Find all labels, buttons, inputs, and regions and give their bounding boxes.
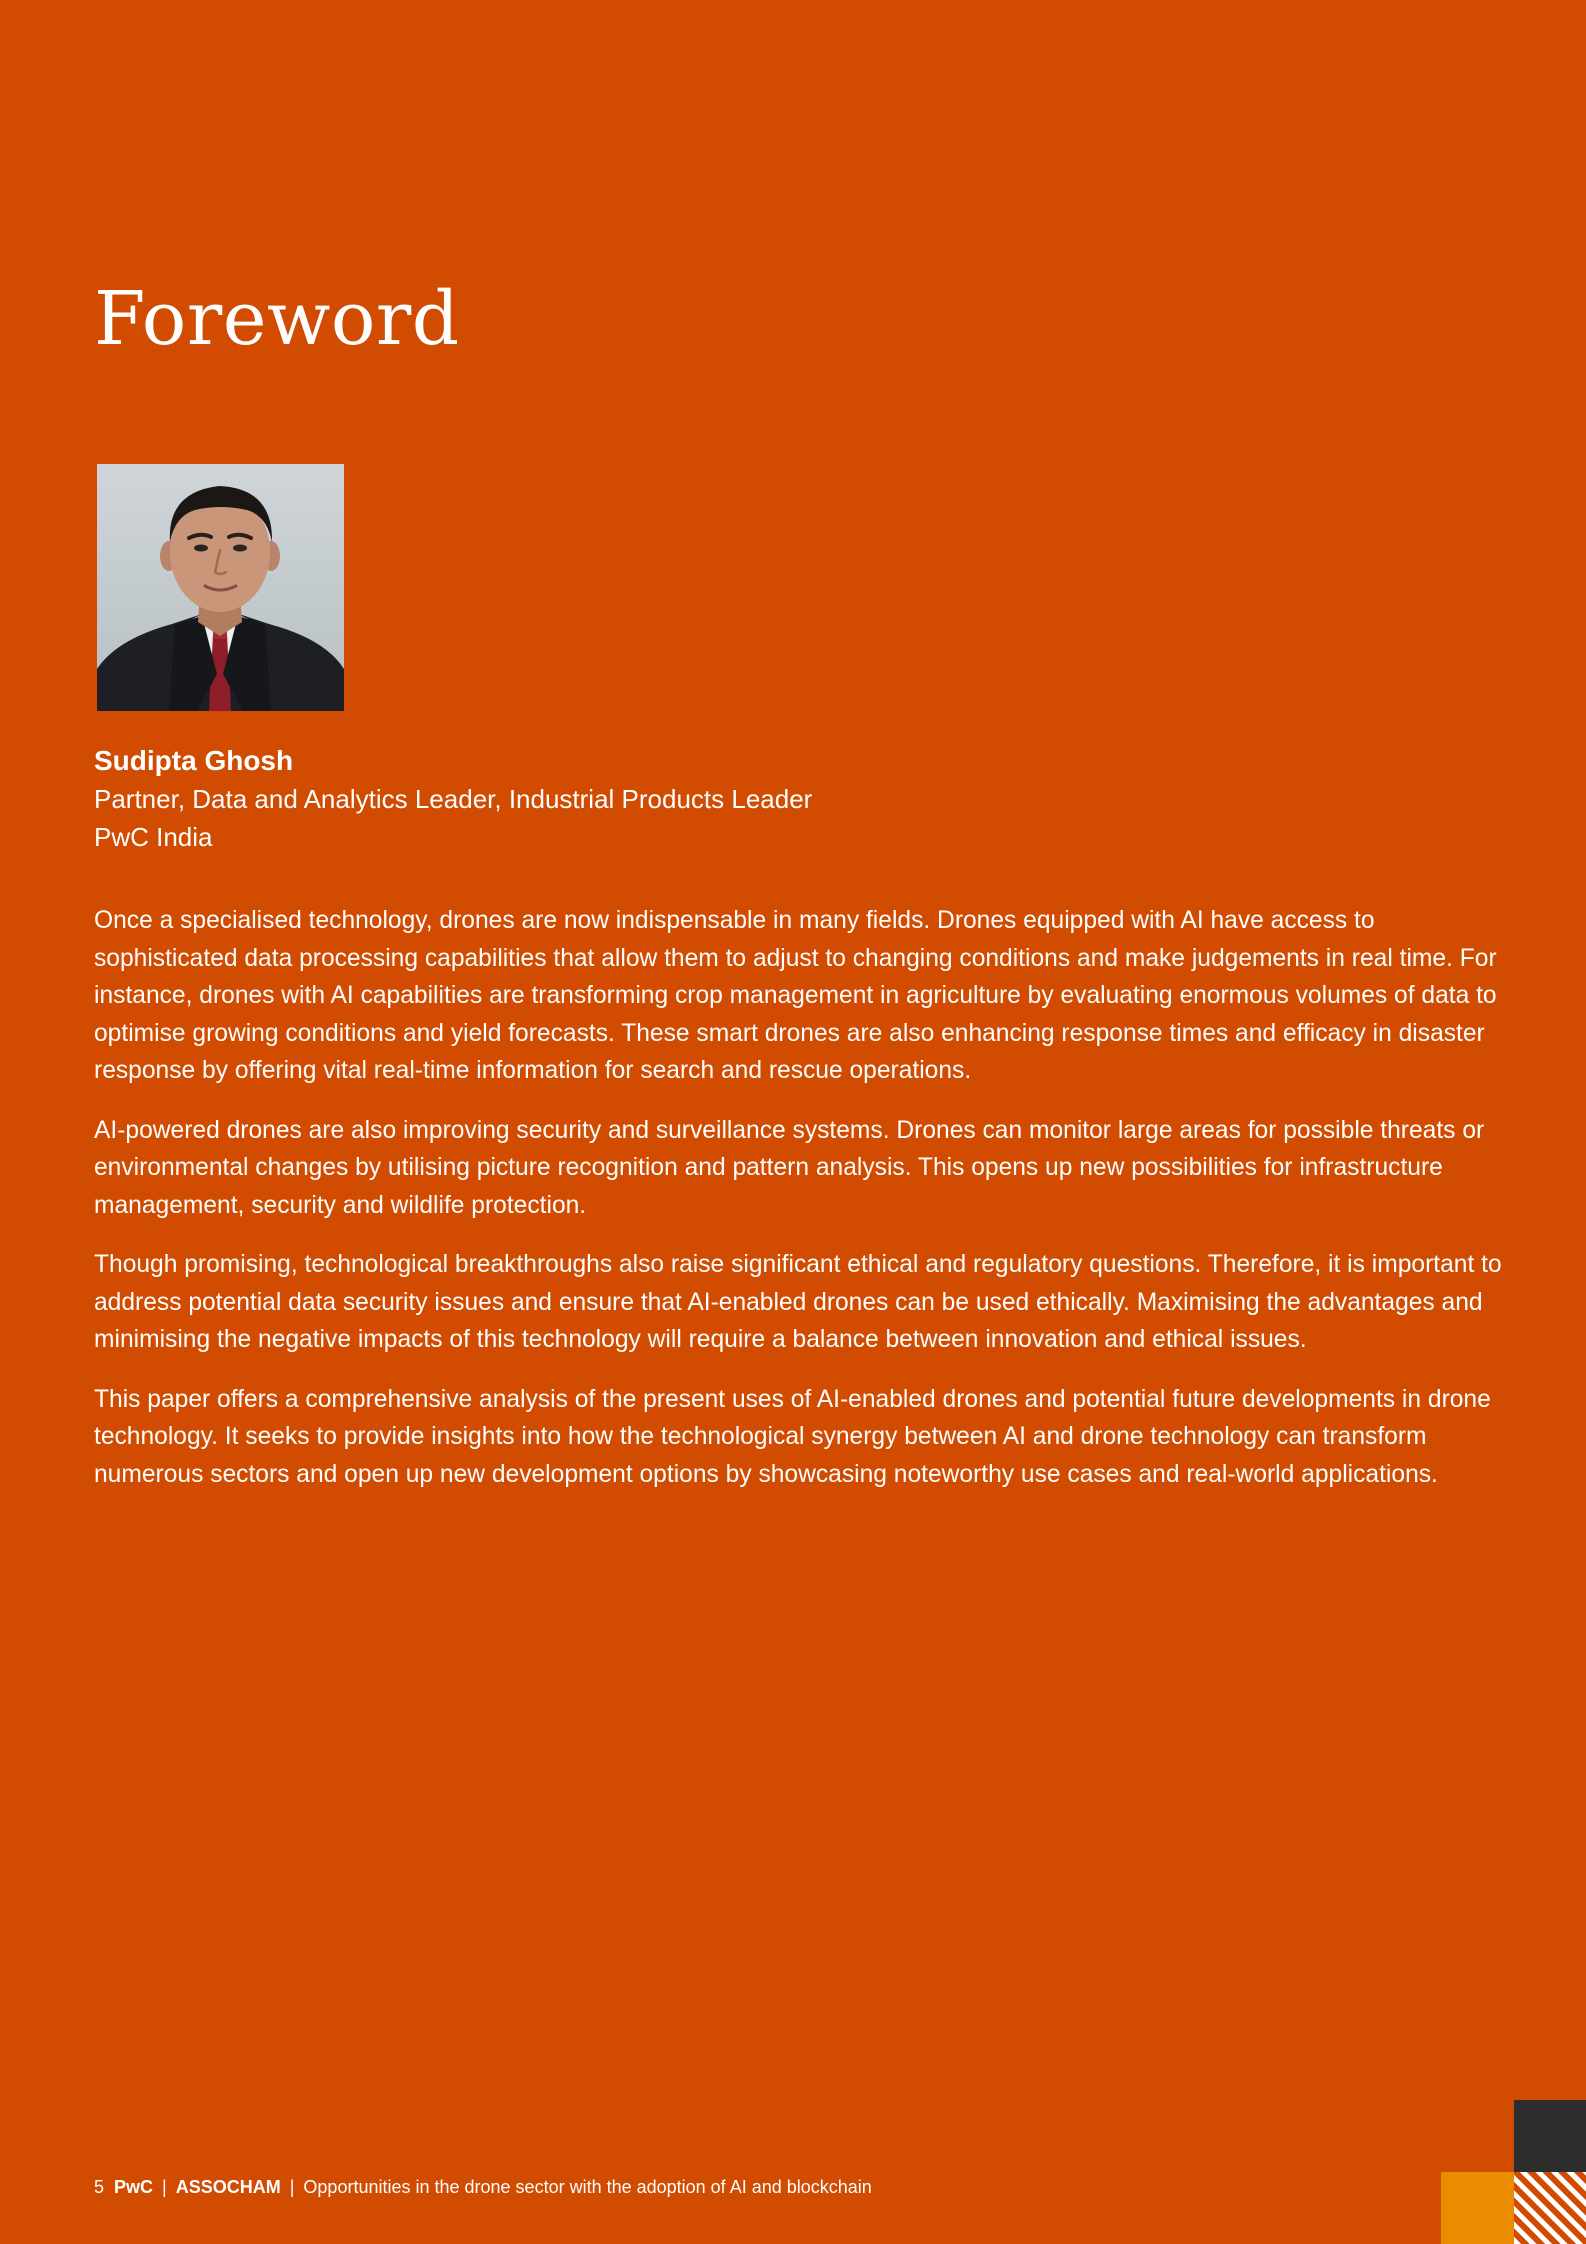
foreword-body — [94, 902, 1514, 1515]
paragraph: Once a specialised technology, drones are now indispensable in many fields. Drones equipped with AI have access to sophisticated data processing capabilities that allow them to adjust to changing conditions and make judgements in real time. For instance, drones with AI capabilities are transforming crop management in agriculture by evaluating enormous volumes of data to optimise growing conditions and yield forecasts. These smart drones are also enhancing response times and efficacy in disaster response by offering vital real-time information for search and rescue operations. — [94, 907, 1497, 1084]
footer-brand-assocham: ASSOCHAM — [175, 2177, 281, 2197]
author-role: Partner, Data and Analytics Leader, Industrial Products Leader — [94, 784, 813, 814]
author-photo — [97, 464, 344, 711]
paragraph: Though promising, technological breakthroughs also raise significant ethical and regulatory questions. Therefore, it is important to address potential data security issues and ensure that AI-enabled drones can be used ethically. Maximising the advantages and minimising the negative impacts of this technology will require a balance between innovation and ethical issues. — [94, 1251, 1502, 1353]
author-company: PwC India — [94, 822, 213, 852]
author-name: Sudipta Ghosh — [94, 745, 294, 776]
corner-striped-block — [1514, 2172, 1586, 2244]
page-footer — [94, 2176, 872, 2198]
footer-separator: | — [289, 2177, 295, 2197]
portrait-illustration — [97, 464, 344, 711]
footer-brand-pwc: PwC — [114, 2177, 154, 2197]
footer-doc-title: Opportunities in the drone sector with the adoption of AI and blockchain — [303, 2177, 872, 2197]
corner-dark-block — [1514, 2100, 1586, 2172]
page-title: Foreword — [94, 276, 460, 362]
paragraph: AI-powered drones are also improving security and surveillance systems. Drones can monitor large areas for possible threats or environmental changes by utilising picture recognition and pattern analysis. This opens up new possibilities for infrastructure management, security and wildlife protection. — [94, 1116, 1485, 1219]
footer-separator: | — [162, 2177, 167, 2197]
corner-orange-block — [1441, 2172, 1514, 2244]
page-number: 5 — [94, 2177, 105, 2197]
paragraph: This paper offers a comprehensive analysis of the present uses of AI-enabled drones and potential future developments in drone technology. It seeks to provide insights into how the technological synergy between AI and drone technology can transform numerous sectors and open up new development options by showcasing noteworthy use cases and real-world applications. — [94, 1385, 1491, 1488]
author-block — [94, 742, 812, 856]
